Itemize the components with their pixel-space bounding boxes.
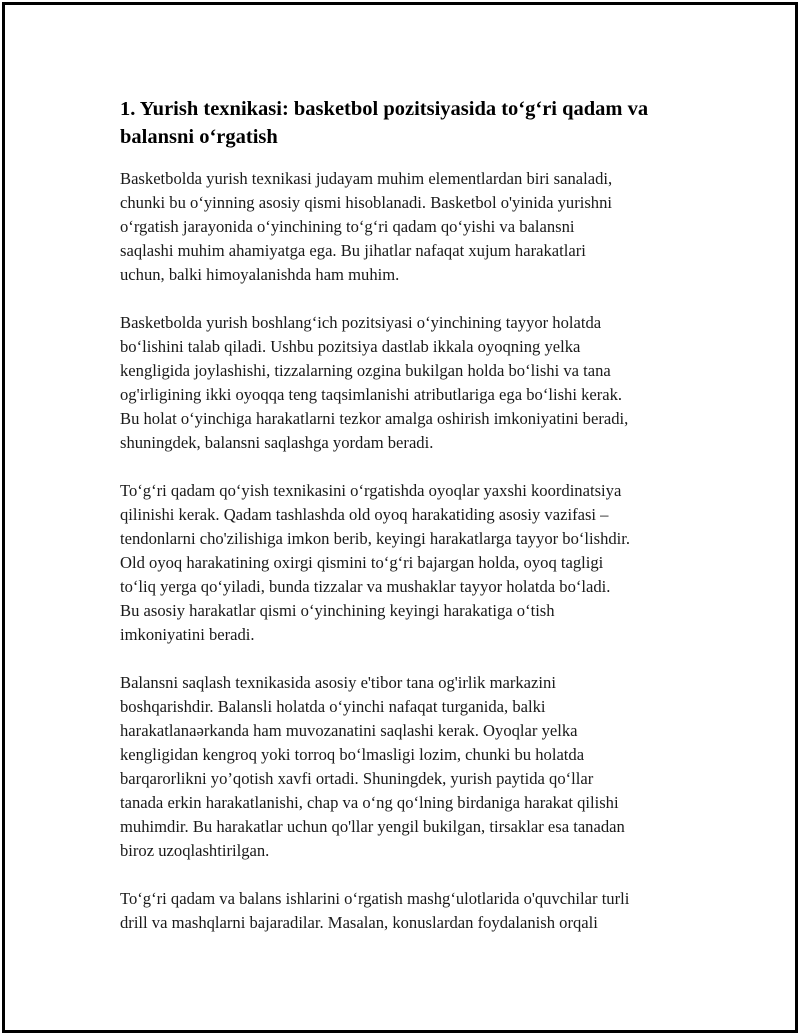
- text-line: bo‘lishini talab qiladi. Ushbu pozitsiya dastlab ikkala oyoqning yelka: [120, 337, 581, 356]
- heading-line: balansni o‘rgatish: [120, 126, 278, 148]
- text-line: tendonlarni cho'zilishiga imkon berib, keyingi harakatlarga tayyor bo‘lishdir.: [120, 529, 631, 548]
- document-body: [120, 95, 705, 959]
- text-line: To‘g‘ri qadam va balans ishlarini o‘rgatish mashg‘ulotlarida o'quvchilar turli: [120, 889, 630, 908]
- text-line: Basketbolda yurish boshlang‘ich pozitsiyasi o‘yinchining tayyor holatda: [120, 313, 602, 332]
- text-line: biroz uzoqlashtirilgan.: [120, 841, 270, 860]
- text-line: Old oyoq harakatining oxirgi qismini to‘g‘ri bajargan holda, oyoq tagligi: [120, 553, 604, 572]
- heading-line: 1. Yurish texnikasi: basketbol pozitsiyasida to‘g‘ri qadam va: [120, 98, 649, 120]
- text-line: shuningdek, balansni saqlashga yordam beradi.: [120, 433, 434, 452]
- text-line: muhimdir. Bu harakatlar uchun qo'llar yengil bukilgan, tirsaklar esa tanadan: [120, 817, 625, 836]
- text-line: o‘rgatish jarayonida o‘yinchining to‘g‘ri qadam qo‘yishi va balansni: [120, 217, 575, 236]
- text-line: imkoniyatini beradi.: [120, 625, 255, 644]
- paragraph-5: [120, 887, 705, 935]
- text-line: kengligida joylashishi, tizzalarning ozgina bukilgan holda bo‘lishi va tana: [120, 361, 611, 380]
- text-line: drill va mashqlarni bajaradilar. Masalan, konuslardan foydalanish orqali: [120, 913, 598, 932]
- section-heading: [120, 95, 705, 151]
- text-line: uchun, balki himoyalanishda ham muhim.: [120, 265, 400, 284]
- text-line: boshqarishdir. Balansli holatda o‘yinchi nafaqat turganida, balki: [120, 697, 546, 716]
- text-line: chunki bu o‘yinning asosiy qismi hisoblanadi. Basketbol o'yinida yurishni: [120, 193, 613, 212]
- text-line: kengligidan kengroq yoki torroq bo‘lmasligi lozim, chunki bu holatda: [120, 745, 585, 764]
- text-line: Bu asosiy harakatlar qismi o‘yinchining keyingi harakatiga o‘tish: [120, 601, 555, 620]
- text-line: saqlashi muhim ahamiyatga ega. Bu jihatlar nafaqat xujum harakatlari: [120, 241, 586, 260]
- text-line: to‘liq yerga qo‘yiladi, bunda tizzalar va mushaklar tayyor holatda bo‘ladi.: [120, 577, 611, 596]
- page-frame: [2, 2, 798, 1033]
- text-line: tanada erkin harakatlanishi, chap va o‘ng qo‘lning birdaniga harakat qilishi: [120, 793, 619, 812]
- paragraph-4: [120, 671, 705, 863]
- paragraph-3: [120, 479, 705, 647]
- text-line: harakatlanaərkanda ham muvozanatini saqlashi kerak. Oyoqlar yelka: [120, 721, 578, 740]
- text-line: Balansni saqlash texnikasida asosiy e'tibor tana og'irlik markazini: [120, 673, 556, 692]
- paragraph-1: [120, 167, 705, 287]
- text-line: barqarorlikni yo’qotish xavfi ortadi. Shuningdek, yurish paytida qo‘llar: [120, 769, 594, 788]
- text-line: Basketbolda yurish texnikasi judayam muhim elementlardan biri sanaladi,: [120, 169, 613, 188]
- text-line: To‘g‘ri qadam qo‘yish texnikasini o‘rgatishda oyoqlar yaxshi koordinatsiya: [120, 481, 622, 500]
- text-line: qilinishi kerak. Qadam tashlashda old oyoq harakatiding asosiy vazifasi –: [120, 505, 609, 524]
- paragraph-2: [120, 311, 705, 455]
- text-line: Bu holat o‘yinchiga harakatlarni tezkor amalga oshirish imkoniyatini beradi,: [120, 409, 629, 428]
- text-line: og'irligining ikki oyoqqa teng taqsimlanishi atributlariga ega bo‘lishi kerak.: [120, 385, 623, 404]
